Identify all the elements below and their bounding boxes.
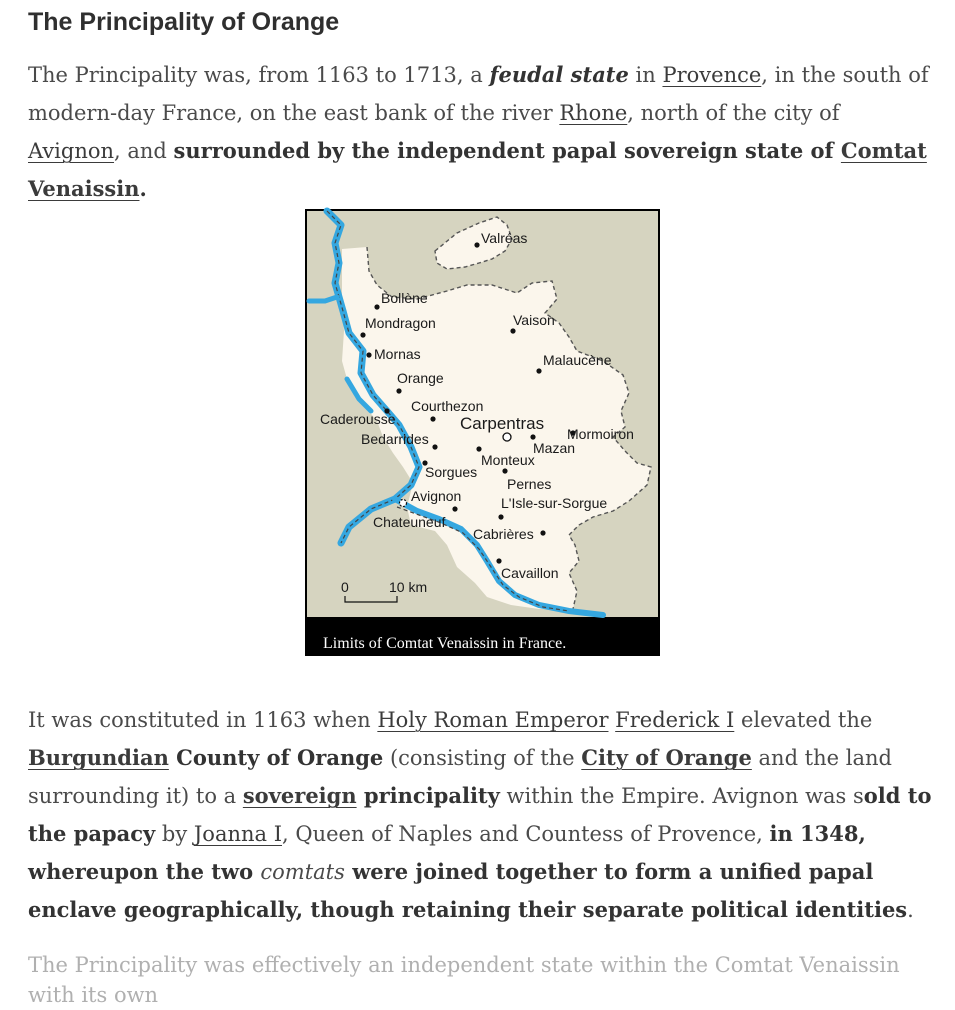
place-label: Valréas (481, 230, 528, 246)
place-label: Cavaillon (501, 565, 559, 581)
place-label: Mormoiron (567, 426, 634, 442)
text: within the Empire. Avignon was s (499, 784, 864, 808)
place-label: Malaucène (543, 352, 612, 368)
text: elevated the (734, 708, 873, 732)
text: , and (114, 139, 174, 163)
text: . (907, 898, 914, 922)
place-label: Courthezon (411, 398, 484, 414)
place-label: Orange (397, 370, 444, 386)
bold-text: were joined together to form a unified papal enclave geographically, though retaining their separate political identities (28, 859, 908, 922)
town-dot (360, 332, 365, 337)
town-dot (366, 352, 371, 357)
town-dot (476, 446, 481, 451)
place-label: Chateuneuf (373, 514, 446, 530)
town-dot (374, 304, 379, 309)
bold-text: . (139, 176, 147, 201)
burgundian-link[interactable]: Burgundian (28, 745, 169, 770)
town-dot (510, 328, 515, 333)
scale-zero-label: 0 (341, 579, 349, 595)
place-label: Mazan (533, 440, 576, 456)
place-label: Bollène (381, 290, 428, 306)
text: and the land surrounding it) to a (28, 746, 892, 808)
intro-paragraph (28, 56, 933, 208)
town-dot (530, 434, 535, 439)
place-label: Pernes (507, 476, 552, 492)
town-dot (502, 468, 507, 473)
rhone-link[interactable]: Rhone (559, 101, 628, 125)
next-paragraph-fragment: The Principality was effectively an independent state within the Comtat Venaissin with its own (28, 953, 900, 1007)
holy-roman-emperor-link[interactable]: Holy Roman Emperor (377, 708, 609, 732)
place-label: Vaison (513, 312, 555, 328)
place-label: Monteux (481, 452, 535, 468)
page-title: The Principality of Orange (28, 8, 340, 36)
town-dot (498, 514, 503, 519)
emphasis-text: feudal state (489, 62, 629, 87)
town-dot (474, 242, 479, 247)
town-dot (452, 506, 457, 511)
provence-link[interactable]: Provence (662, 63, 762, 87)
capital-marker (503, 433, 511, 441)
bold-text: County of Orange (168, 745, 384, 770)
place-label: Bedarrides (361, 431, 429, 447)
map-figure (305, 209, 660, 656)
text: , Queen of Naples and Countess of Provence, (282, 822, 770, 846)
place-label: Avignon (411, 488, 462, 504)
town-dot (432, 444, 437, 449)
comtat-map (307, 211, 658, 617)
place-label: Mondragon (365, 315, 436, 331)
text: It was constituted in 1163 when (28, 708, 378, 732)
bold-text: principality (356, 783, 500, 808)
place-label: Caderousse (320, 411, 396, 427)
town-dot (496, 558, 501, 563)
text: The Principality was, from 1163 to 1713, a (28, 63, 490, 87)
bold-text: surrounded by the independent papal sovereign state of (173, 138, 841, 163)
frederick-i-link[interactable]: Frederick I (615, 708, 735, 732)
place-label: Sorgues (425, 464, 478, 480)
comtat-venaissin-link[interactable]: Comtat Venaissin (28, 138, 927, 201)
scale-distance-label: 10 km (389, 579, 428, 595)
avignon-link[interactable]: Avignon (28, 139, 115, 163)
text: in (628, 63, 663, 87)
place-label: L'Isle-sur-Sorgue (501, 495, 608, 511)
town-dot (396, 388, 401, 393)
history-paragraph (28, 701, 933, 929)
joanna-i-link[interactable]: Joanna I (193, 822, 283, 846)
place-label: Mornas (374, 346, 421, 362)
text: , north of the city of (627, 101, 840, 125)
town-dot (536, 368, 541, 373)
bold-text: in 1348, whereupon the two (28, 821, 866, 884)
place-label: Cabrières (473, 526, 534, 542)
town-dot (430, 416, 435, 421)
text: (consisting of the (383, 746, 582, 770)
city-of-orange-link[interactable]: City of Orange (581, 745, 752, 770)
italic-text: comtats (260, 860, 345, 884)
avignon-marker (400, 500, 407, 507)
text: , in the south of modern-day France, on the east bank of the river (28, 63, 929, 125)
place-label: Carpentras (460, 414, 545, 433)
bold-text: old to the papacy (28, 783, 932, 846)
figure-caption: Limits of Comtat Venaissin in France. (323, 635, 567, 652)
sovereign-link[interactable]: sovereign (242, 783, 357, 808)
text: by (155, 822, 194, 846)
town-dot (540, 530, 545, 535)
